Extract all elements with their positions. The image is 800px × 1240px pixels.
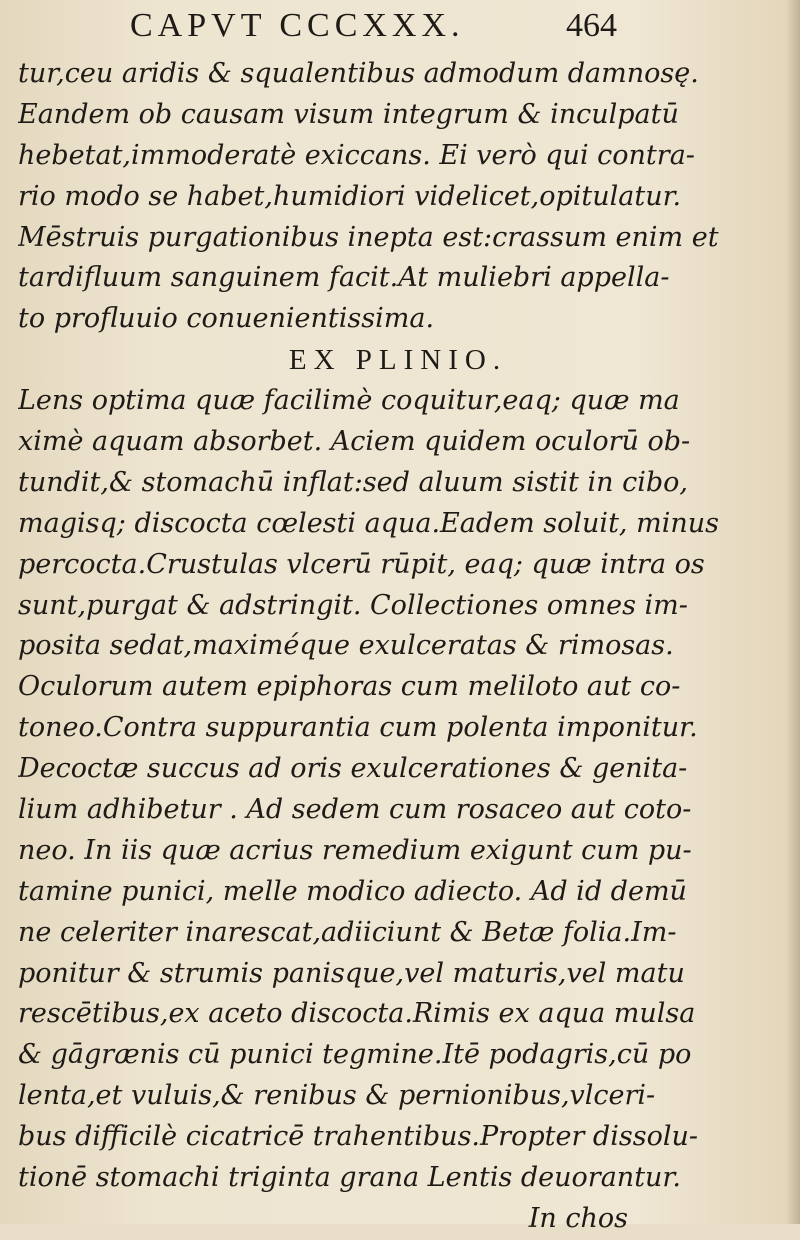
text-line: ne celeriter inarescat,adiiciunt & Betæ folia.Im- [18, 916, 677, 948]
text-line: ponitur & strumis panisque,vel maturis,vel matu [18, 957, 685, 989]
text-line: neo. In iis quæ acrius remedium exigunt cum pu- [18, 834, 692, 866]
text-line: tamine punici, melle modico adiecto. Ad id demū [18, 875, 687, 907]
page-gutter-shadow [786, 0, 800, 1224]
page-header [0, 6, 800, 50]
text-line: ximè aquam absorbet. Aciem quidem oculorū ob- [18, 426, 691, 458]
text-line: Lens optima quæ facilimè coquitur,eaq; quæ ma [18, 385, 680, 417]
text-line: sunt,purgat & adstringit. Collectiones omnes im- [18, 589, 688, 621]
text-line: tundit,& stomachū inflat:sed aluum sistit in cibo, [18, 466, 688, 498]
text-line: rio modo se habet,humidiori videlicet,opitulatur. [18, 180, 682, 212]
running-head: CAPVT CCCXXX. [130, 7, 465, 44]
catchword: In chos [528, 1202, 628, 1234]
text-line: percocta.Crustulas vlcerū rūpit, eaq; quæ intra os [18, 548, 705, 580]
text-line: Decoctæ succus ad oris exulcerationes & genita- [18, 753, 688, 785]
text-line: toneo.Contra suppurantia cum polenta imponitur. [18, 712, 698, 744]
text-line: hebetat,immoderatè exiccans. Ei verò qui contra- [18, 139, 695, 171]
text-line: lium adhibetur . Ad sedem cum rosaceo aut coto- [18, 794, 692, 826]
text-line: tardifluum sanguinem facit.At muliebri appella- [18, 262, 670, 294]
text-line: lenta,et vuluis,& renibus & pernionibus,vlceri- [18, 1080, 656, 1112]
text-line: magisq; discocta cœlesti aqua.Eadem soluit, minus [18, 507, 719, 539]
text-line: Mēstruis purgationibus inepta est:crassum enim et [18, 221, 719, 253]
section-heading: EX PLINIO. [288, 344, 508, 377]
text-block [18, 54, 778, 1240]
text-line: rescētibus,ex aceto discocta.Rimis ex aqua mulsa [18, 998, 696, 1030]
text-line: tur,ceu aridis & squalentibus admodum damnosę. [18, 58, 699, 89]
text-line: Eandem ob causam visum integrum & inculpatū [18, 98, 679, 130]
text-line: posita sedat,maximéque exulceratas & rimosas. [18, 630, 674, 662]
text-line: & gāgrænis cū punici tegmine.Itē podagris,cū po [18, 1039, 692, 1071]
page-number: 464 [566, 7, 617, 44]
text-line: to profluuio conuenientissima. [18, 303, 435, 335]
text-line: Oculorum autem epiphoras cum meliloto aut co- [18, 671, 681, 703]
text-line: tionē stomachi triginta grana Lentis deuorantur. [18, 1162, 681, 1194]
text-line: bus difficilè cicatricē trahentibus.Propter dissolu- [18, 1121, 698, 1153]
